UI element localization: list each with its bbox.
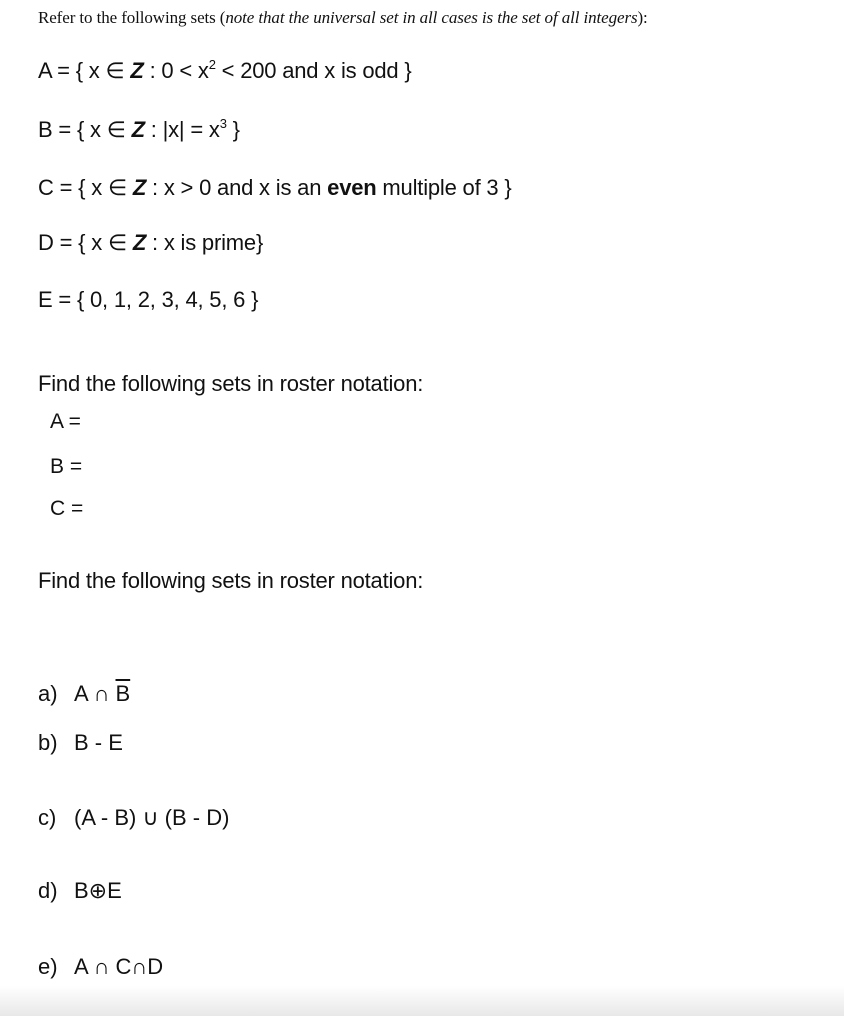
integers-symbol: Z [132,175,147,200]
set-c-condition-rest: multiple of 3 } [376,175,512,200]
integers-symbol: Z [131,117,145,142]
element-of-symbol: ∈ [105,58,125,83]
instructions-suffix: ): [637,8,648,27]
part-e [38,954,163,980]
section-1-heading: Find the following sets in roster notation: [38,371,424,396]
answer-b-label: B = [50,455,83,478]
set-a-condition: : 0 < x [143,58,209,83]
set-d-definition [38,230,263,256]
part-d [38,878,122,904]
set-d-lhs: D = { x [38,230,108,255]
part-a-complement: $\overline{B}$ [115,681,131,706]
part-a-label: a) [38,681,58,706]
part-c-expression: (A - B) ∪ (B - D) [74,805,230,830]
set-a-definition [38,58,412,84]
set-c-lhs: C = { x [38,175,108,200]
set-b-definition [38,117,240,143]
answer-a-label: A = [50,410,81,433]
instructions [38,8,648,28]
part-d-expression: B⊕E [74,878,122,903]
element-of-symbol: ∈ [106,117,126,142]
part-b [38,730,123,756]
instructions-note: note that the universal set in all cases is the set of all integers [225,8,638,27]
set-a-lhs: A = { x [38,58,106,83]
set-b-condition: : |x| = x [144,117,220,142]
set-e-definition: E = { 0, 1, 2, 3, 4, 5, 6 } [38,287,259,312]
set-d-condition: : x is prime} [146,230,264,255]
set-c-emphasis: even [327,175,377,200]
part-d-label: d) [38,878,58,903]
part-e-label: e) [38,954,58,979]
part-c [38,805,229,831]
part-e-expression: A ∩ C∩D [74,954,164,979]
part-a-expression: A ∩ [74,681,116,706]
set-c-condition: : x > 0 and x is an [146,175,328,200]
integers-symbol: Z [132,230,147,255]
integers-symbol: Z [130,58,144,83]
element-of-symbol: ∈ [107,175,127,200]
set-a-condition-rest: < 200 and x is odd } [215,58,412,83]
set-c-definition [38,175,512,201]
element-of-symbol: ∈ [107,230,127,255]
set-b-condition-rest: } [226,117,240,142]
answer-c-label: C = [50,497,84,520]
bottom-shadow [0,986,844,1016]
instructions-prefix: Refer to the following sets ( [38,8,226,27]
section-2-heading: Find the following sets in roster notation: [38,568,424,593]
part-b-label: b) [38,730,58,755]
part-b-expression: B - E [74,730,123,755]
set-b-exponent: 3 [219,116,227,131]
set-b-lhs: B = { x [38,117,107,142]
set-a-exponent: 2 [208,57,216,72]
part-a [38,681,130,707]
part-c-label: c) [38,805,57,830]
